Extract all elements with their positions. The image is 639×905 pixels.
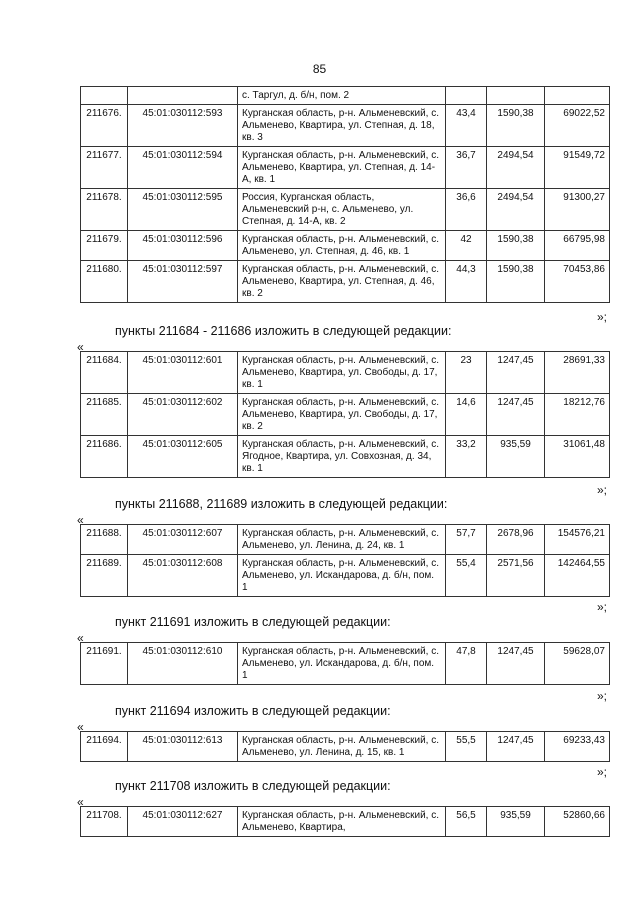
area: 42	[446, 231, 487, 261]
cadastral-value: 31061,48	[545, 436, 610, 478]
area: 47,8	[446, 643, 487, 685]
section-heading: пункт 211708 изложить в следующей редакции:	[115, 779, 391, 793]
area	[446, 87, 487, 105]
cadastral-number: 45:01:030112:597	[128, 261, 238, 303]
closing-quote: »;	[596, 689, 607, 703]
cadastral-value: 18212,76	[545, 394, 610, 436]
address: Курганская область, р-н. Альменевский, с. Альменево, ул. Степная, д. 46, кв. 1	[238, 231, 446, 261]
address: Курганская область, р-н. Альменевский, с. Альменево, Квартира, ул. Степная, д. 46, кв. 2	[238, 261, 446, 303]
closing-quote: »;	[596, 483, 607, 497]
cadastral-value-per-unit: 1247,45	[487, 394, 545, 436]
cadastral-number: 45:01:030112:605	[128, 436, 238, 478]
cadastral-number: 45:01:030112:608	[128, 555, 238, 597]
table-row	[81, 394, 610, 436]
property-table-4	[80, 642, 610, 685]
table-row	[81, 189, 610, 231]
area: 14,6	[446, 394, 487, 436]
cadastral-number: 45:01:030112:610	[128, 643, 238, 685]
cadastral-value: 154576,21	[545, 525, 610, 555]
cadastral-number: 45:01:030112:593	[128, 105, 238, 147]
section-heading: пункты 211688, 211689 изложить в следующей редакции:	[115, 497, 448, 511]
cadastral-value-per-unit: 1590,38	[487, 105, 545, 147]
address: Курганская область, р-н. Альменевский, с. Альменево, ул. Ленина, д. 15, кв. 1	[238, 732, 446, 762]
cadastral-value-per-unit: 1247,45	[487, 352, 545, 394]
item-number: 211688.	[81, 525, 128, 555]
cadastral-number	[128, 87, 238, 105]
section-heading: пункт 211694 изложить в следующей редакции:	[115, 704, 391, 718]
table-row	[81, 732, 610, 762]
cadastral-value: 91300,27	[545, 189, 610, 231]
item-number: 211689.	[81, 555, 128, 597]
item-number: 211691.	[81, 643, 128, 685]
property-table-3	[80, 524, 610, 597]
property-table-5	[80, 731, 610, 762]
item-number: 211680.	[81, 261, 128, 303]
cadastral-value-per-unit: 2678,96	[487, 525, 545, 555]
area: 56,5	[446, 807, 487, 837]
table-row	[81, 87, 610, 105]
opening-quote: «	[77, 720, 84, 734]
table-row	[81, 105, 610, 147]
cadastral-value-per-unit: 1590,38	[487, 231, 545, 261]
section-heading: пункты 211684 - 211686 изложить в следующей редакции:	[115, 324, 452, 338]
page-number: 85	[312, 62, 327, 76]
item-number: 211676.	[81, 105, 128, 147]
cadastral-value-per-unit: 935,59	[487, 436, 545, 478]
cadastral-value-per-unit: 2571,56	[487, 555, 545, 597]
opening-quote: «	[77, 513, 84, 527]
table-row	[81, 643, 610, 685]
cadastral-number: 45:01:030112:594	[128, 147, 238, 189]
cadastral-value	[545, 87, 610, 105]
closing-quote: »;	[596, 310, 607, 324]
cadastral-value-per-unit: 1247,45	[487, 643, 545, 685]
table-row	[81, 231, 610, 261]
cadastral-number: 45:01:030112:596	[128, 231, 238, 261]
cadastral-value-per-unit: 2494,54	[487, 147, 545, 189]
closing-quote: »;	[596, 600, 607, 614]
item-number: 211708.	[81, 807, 128, 837]
opening-quote: «	[77, 340, 84, 354]
cadastral-value: 52860,66	[545, 807, 610, 837]
item-number: 211679.	[81, 231, 128, 261]
cadastral-value: 70453,86	[545, 261, 610, 303]
address: Россия, Курганская область, Альменевский р-н, с. Альменево, ул. Степная, д. 14-А, кв. 2	[238, 189, 446, 231]
property-table-6	[80, 806, 610, 837]
address: Курганская область, р-н. Альменевский, с. Альменево, Квартира,	[238, 807, 446, 837]
cadastral-number: 45:01:030112:602	[128, 394, 238, 436]
item-number: 211677.	[81, 147, 128, 189]
area: 55,5	[446, 732, 487, 762]
cadastral-value: 69233,43	[545, 732, 610, 762]
cadastral-number: 45:01:030112:613	[128, 732, 238, 762]
cadastral-value: 28691,33	[545, 352, 610, 394]
area: 44,3	[446, 261, 487, 303]
item-number: 211684.	[81, 352, 128, 394]
table-row	[81, 436, 610, 478]
cadastral-value-per-unit: 2494,54	[487, 189, 545, 231]
table-row	[81, 807, 610, 837]
item-number: 211694.	[81, 732, 128, 762]
address: Курганская область, р-н. Альменевский, с. Альменево, Квартира, ул. Степная, д. 14-А, кв. 1	[238, 147, 446, 189]
address: Курганская область, р-н. Альменевский, с. Ягодное, Квартира, ул. Совхозная, д. 34, кв. 1	[238, 436, 446, 478]
cadastral-value: 59628,07	[545, 643, 610, 685]
address: Курганская область, р-н. Альменевский, с. Альменево, Квартира, ул. Степная, д. 18, кв. 3	[238, 105, 446, 147]
table-row	[81, 352, 610, 394]
item-number: 211678.	[81, 189, 128, 231]
section-heading: пункт 211691 изложить в следующей редакции:	[115, 615, 391, 629]
cadastral-value: 66795,98	[545, 231, 610, 261]
area: 36,7	[446, 147, 487, 189]
cadastral-number: 45:01:030112:595	[128, 189, 238, 231]
cadastral-number: 45:01:030112:607	[128, 525, 238, 555]
cadastral-value: 142464,55	[545, 555, 610, 597]
address: Курганская область, р-н. Альменевский, с. Альменево, Квартира, ул. Свободы, д. 17, кв. 2	[238, 394, 446, 436]
table-row	[81, 525, 610, 555]
area: 36,6	[446, 189, 487, 231]
cadastral-number: 45:01:030112:601	[128, 352, 238, 394]
cadastral-value: 91549,72	[545, 147, 610, 189]
property-table-1	[80, 86, 610, 303]
area: 33,2	[446, 436, 487, 478]
address: Курганская область, р-н. Альменевский, с. Альменево, ул. Искандарова, д. б/н, пом. 1	[238, 555, 446, 597]
opening-quote: «	[77, 795, 84, 809]
closing-quote: »;	[596, 765, 607, 779]
area: 55,4	[446, 555, 487, 597]
item-number: 211686.	[81, 436, 128, 478]
cadastral-value-per-unit: 1247,45	[487, 732, 545, 762]
cadastral-number: 45:01:030112:627	[128, 807, 238, 837]
area: 23	[446, 352, 487, 394]
address: Курганская область, р-н. Альменевский, с. Альменево, Квартира, ул. Свободы, д. 17, кв. 1	[238, 352, 446, 394]
area: 43,4	[446, 105, 487, 147]
opening-quote: «	[77, 631, 84, 645]
table-row	[81, 261, 610, 303]
address: с. Таргул, д. б/н, пом. 2	[238, 87, 446, 105]
cadastral-value-per-unit: 935,59	[487, 807, 545, 837]
item-number	[81, 87, 128, 105]
table-row	[81, 555, 610, 597]
item-number: 211685.	[81, 394, 128, 436]
cadastral-value: 69022,52	[545, 105, 610, 147]
address: Курганская область, р-н. Альменевский, с. Альменево, ул. Ленина, д. 24, кв. 1	[238, 525, 446, 555]
table-row	[81, 147, 610, 189]
cadastral-value-per-unit: 1590,38	[487, 261, 545, 303]
cadastral-value-per-unit	[487, 87, 545, 105]
area: 57,7	[446, 525, 487, 555]
address: Курганская область, р-н. Альменевский, с. Альменево, ул. Искандарова, д. б/н, пом. 1	[238, 643, 446, 685]
property-table-2	[80, 351, 610, 478]
